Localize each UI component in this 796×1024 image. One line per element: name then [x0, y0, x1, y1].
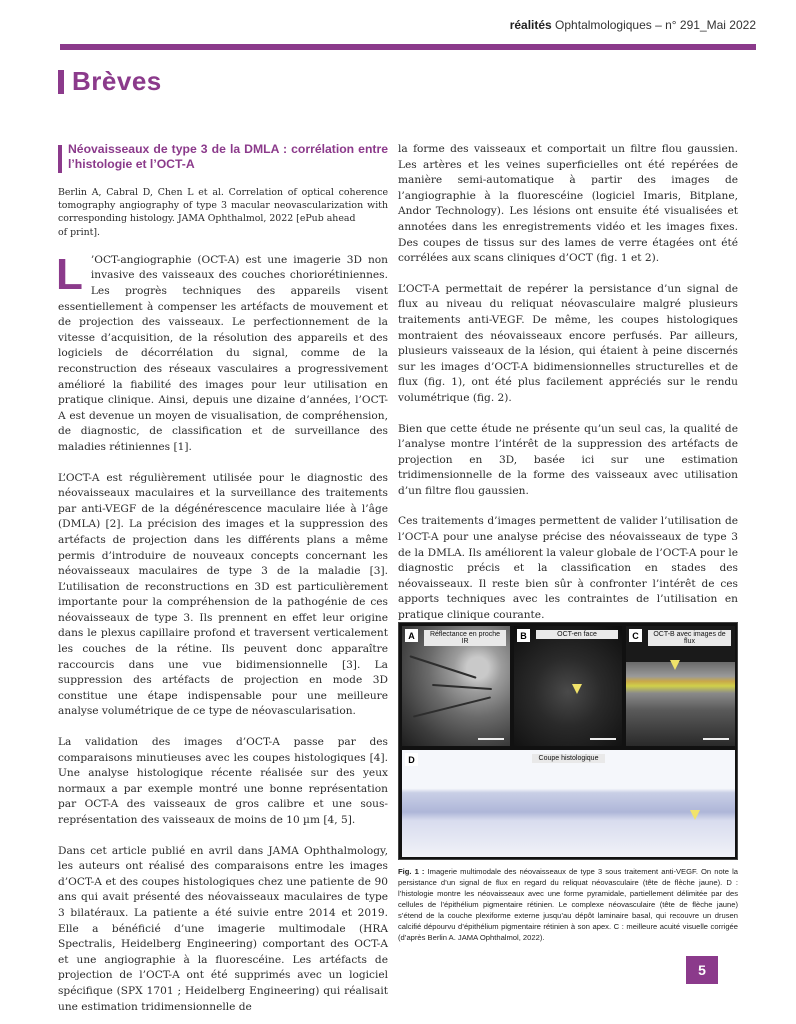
intro-text: ’OCT-angiographie (OCT-A) est une imagerie 3D non invasive des vaisseaux des couches choriorétiniennes. Les progrès techniques des appareils visent essentiellement à compenser les artéfacts de mouvement et de projection des vaisseaux. Le perfectionnement de la vitesse d’acquisition, de la résolution des appareils et des logiciels de décorrélation du signal, comme de la reconstruction des réseaux vasculaires a progressivement amélioré la fiabilité des images pour leur utilisation en pratique clinique. Ainsi, depuis une dizaine d’années, l’OCT-A est devenue un moyen de visualisation, de compréhension, de diagnostic, de classification et de surveillance des maladies rétiniennes [1].	[58, 253, 388, 453]
intro-paragraph	[56, 249, 388, 456]
panel-a-infrared-reflectance	[402, 626, 510, 746]
panel-title: Réflectance en proche IR	[424, 630, 506, 646]
right-column	[398, 142, 738, 639]
article-title: Néovaisseaux de type 3 de la DMLA : corrélation entre l’histologie et l’OCT-A	[68, 142, 388, 171]
drop-cap: L	[56, 249, 83, 299]
body-paragraph: Dans cet article publié en avril dans JAMA Ophthalmology, les auteurs ont réalisé des comparaisons entre les images d’OCT-A et des coupes histologiques chez une patiente de 90 ans qui avait présenté des néovaisseaux maculaires de type 3 bilatéraux. La patiente a été suivie entre 2014 et 2019. Elle a bénéficié d’une imagerie multimodale (HRA Spectralis, Heidelberg Engineering) comportant des OCT-A et une angiographie à la fluorescéine. Les artéfacts de projection de l’OCT-A ont été supprimés avec un logiciel spécifique (SPX 1701 ; Heidelberg Engineering) qui réalisait une estimation tridimensionnelle de	[58, 844, 388, 1013]
article-title-block	[58, 142, 388, 172]
running-head	[510, 18, 756, 32]
section-heading	[58, 66, 162, 97]
scale-bar	[590, 738, 616, 740]
panel-label: D	[405, 753, 418, 766]
panel-label: C	[629, 629, 642, 642]
arrowhead-icon	[690, 810, 700, 820]
article-title-bar	[58, 145, 62, 173]
panel-label: B	[517, 629, 530, 642]
body-paragraph: la forme des vaisseaux et comportait un filtre flou gaussien. Les artères et les veines superficielles ont été repérées de manière semi-automatique à partir des images de l’angiographie à la fluorescéine (logiciel Imaris, Bitplane, Andor Technology). Les lésions ont ensuite été visualisées et annotées dans les enregistrements vidéo et les images fixes. Des coupes de tissus sur des lames de verre étagées ont été corrélées aux scans cliniques d’OCT (fig. 1 et 2).	[398, 143, 738, 265]
article-reference: Berlin A, Cabral D, Chen L et al. Correlation of optical coherence tomography angiography of type 3 macular neovascularization with corresponding histology. JAMA Ophthalmol, 2022 [ePub ahead	[58, 187, 388, 225]
body-paragraph: L’OCT-A permettait de repérer la persistance d’un signal de flux au niveau du reliquat néovasculaire malgré plusieurs traitements anti-VEGF. De même, les coupes histologiques montraient des néovaisseaux encore perfusés. Par ailleurs, plusieurs vaisseaux de la lésion, qui étaient à peine discernés sur les images d’OCT-A bidimensionnelles structurelles et de flux (fig. 1), ont été plus facilement appréciés sur le rendu volumétrique (fig. 2).	[398, 282, 738, 404]
body-paragraph: Ces traitements d’images permettent de valider l’utilisation de l’OCT-A pour une analyse précise des néovaisseaux de type 3 de la DMLA. Ils améliorent la valeur globale de l’OCT-A pour le diagnostic précis et la classification en stades des néovaisseaux. Il reste bien sûr à confronter l’intérêt de ces apports techniques avec les contraintes de l’utilisation en pratique clinique courante.	[398, 515, 738, 622]
panel-title: OCT-en face	[536, 630, 618, 639]
panel-title: Coupe histologique	[532, 754, 605, 763]
scale-bar	[703, 738, 729, 740]
body-paragraph: Bien que cette étude ne présente qu’un seul cas, la qualité de l’analyse montre l’intérêt de la suppression des artéfacts de projection en 3D, basée ici sur une estimation tridimensionnelle de la forme des vaisseaux avec utilisation d’un filtre flou gaussien.	[398, 422, 738, 497]
caption-lead: Fig. 1 :	[398, 867, 425, 876]
panel-label: A	[405, 629, 418, 642]
arrowhead-icon	[572, 684, 582, 694]
panel-c-oct-b-flow	[626, 626, 735, 746]
page-number: 5	[686, 956, 718, 984]
journal-issue: Ophtalmologiques – n° 291_Mai 2022	[551, 18, 756, 32]
section-title: Brèves	[72, 66, 162, 96]
body-paragraph: La validation des images d’OCT-A passe par des comparaisons minutieuses avec les coupes histologiques [4]. Une analyse histologique récente réalisée sur des yeux normaux a par exemple montré une bonne représentation par OCT-A des vaisseaux de gros calibre et une sous-représentation des vaisseaux de moins de 10 µm [4, 5].	[58, 736, 388, 826]
panel-b-oct-en-face	[514, 626, 622, 746]
panel-d-histology	[402, 750, 735, 857]
caption-text: Imagerie multimodale des néovaisseaux de type 3 sous traitement anti-VEGF. On note la persistance d’un signal de flux en regard du reliquat néovasculaire (tête de flèche jaune). D : l’histologie montre les néovaisseaux avec une forme pyramidale, partiellement délimitée par des cellules de l’épithélium pigmentaire rétinien. Le complexe néovasculaire (tête de flèche jaune) s’étend de la couche plexiforme externe jusqu’au dépôt laminaire basal, qui recouvre un drusen calcifié dépourvu d’épithélium pigmentaire rétinien à son apex. C : meilleure acuité visuelle corrigée (d’après Berlin A. JAMA Ophthalmol, 2022).	[398, 867, 738, 942]
panel-title: OCT-B avec images de flux	[648, 630, 731, 646]
arrowhead-icon	[670, 660, 680, 670]
journal-brand: réalités	[509, 18, 552, 32]
figure-caption	[398, 866, 738, 943]
body-paragraph: L’OCT-A est régulièrement utilisée pour le diagnostic des néovaisseaux maculaires et la surveillance des traitements par anti-VEGF de la dégénérescence maculaire liée à l’âge (DMLA) [2]. La précision des images et la suppression des artéfacts de projection dans les différents plans a même permis d’introduire de nouveaux concepts concernant les néovaisseaux maculaires de type 3 de la maladie [3]. L’utilisation de reconstructions en 3D est particulièrement importante pour la compréhension de la pathogénie de ces néovaisseaux de type 3. Ils prennent en effet leur origine dans le plexus capillaire profond et traversent verticalement les couches de la rétine. Ils peuvent donc apparaître raccourcis dans une vue bidimensionnelle [3]. La suppression des artéfacts de projection en mode 3D constitue une étape indispensable pour une meilleure analyse volumétrique de ce type de néovascularisation.	[58, 471, 388, 718]
scale-bar	[478, 738, 504, 740]
article-reference-tail: of print].	[58, 226, 101, 238]
header-rule	[60, 44, 756, 50]
figure-1	[398, 622, 738, 860]
left-column	[58, 142, 388, 1024]
section-marker	[58, 70, 64, 94]
